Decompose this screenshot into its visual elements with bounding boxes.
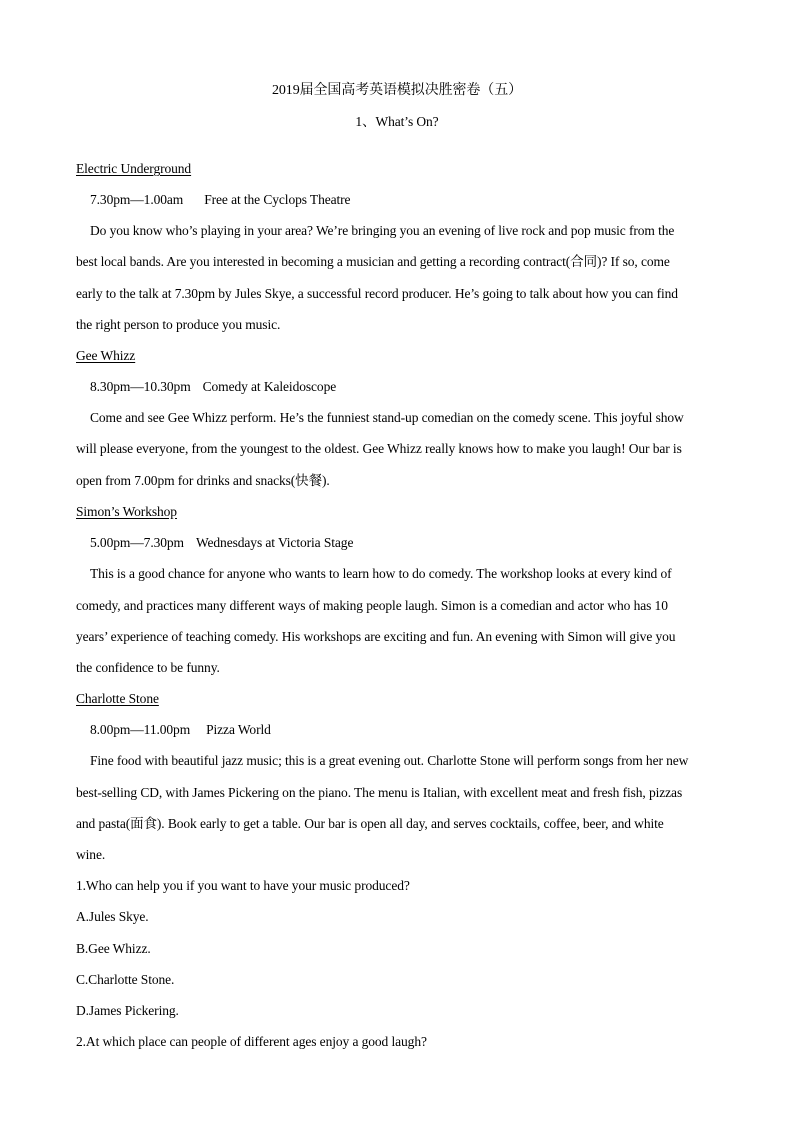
question-stem: 1.Who can help you if you want to have your music produced?	[76, 878, 410, 893]
paragraph-line: best local bands. Are you interested in becoming a musician and getting a recording contract(合同)? If so, come	[76, 254, 670, 269]
event-time-venue	[90, 378, 336, 396]
event-time-venue	[90, 191, 350, 209]
paragraph-line: This is a good chance for anyone who wants to learn how to do comedy. The workshop looks at every kind of	[90, 566, 672, 581]
passage-title: 1、What’s On?	[355, 114, 439, 129]
paragraph-line: comedy, and practices many different ways of making people laugh. Simon is a comedian and actor who has 10	[76, 598, 668, 613]
paragraph-line: and pasta(面食). Book early to get a table. Our bar is open all day, and serves cocktails, coffee, beer, and white	[76, 816, 664, 831]
paragraph-line: Fine food with beautiful jazz music; this is a great evening out. Charlotte Stone will perform songs from her new	[90, 753, 689, 768]
paragraph-line: best-selling CD, with James Pickering on the piano. The menu is Italian, with excellent meat and fresh fish, pizzas	[76, 785, 683, 800]
answer-option-d: D.James Pickering.	[76, 1003, 179, 1018]
page-title: 2019届全国高考英语模拟决胜密卷（五）	[272, 83, 522, 98]
section-heading: Gee Whizz	[76, 348, 136, 363]
answer-option-b: B.Gee Whizz.	[76, 941, 151, 956]
paragraph-line: will please everyone, from the youngest to the oldest. Gee Whizz really knows how to make you laugh! Our bar is	[76, 441, 682, 456]
event-time: 8.30pm—10.30pm	[90, 379, 191, 394]
paragraph-line: early to the talk at 7.30pm by Jules Skye, a successful record producer. He’s going to talk about how you can find	[76, 286, 678, 301]
paragraph-line: wine.	[76, 847, 106, 862]
answer-option-c: C.Charlotte Stone.	[76, 972, 175, 987]
event-venue: Wednesdays at Victoria Stage	[195, 535, 354, 550]
event-venue: Free at the Cyclops Theatre	[204, 192, 351, 207]
paragraph-line: the right person to produce you music.	[76, 317, 281, 332]
section-heading: Charlotte Stone	[76, 691, 159, 706]
paragraph-line: years’ experience of teaching comedy. His workshops are exciting and fun. An evening with Simon will give you	[76, 629, 676, 644]
event-time: 5.00pm—7.30pm	[90, 535, 184, 550]
section-heading: Electric Underground	[76, 161, 192, 176]
paragraph-line: Come and see Gee Whizz perform. He’s the funniest stand-up comedian on the comedy scene. This joyful show	[90, 410, 684, 425]
paragraph-line: the confidence to be funny.	[76, 660, 220, 675]
section-heading: Simon’s Workshop	[76, 504, 177, 519]
event-venue: Pizza World	[206, 722, 271, 737]
paragraph-line: open from 7.00pm for drinks and snacks(快餐).	[76, 473, 330, 488]
event-venue: Comedy at Kaleidoscope	[202, 379, 337, 394]
answer-option-a: A.Jules Skye.	[76, 909, 149, 924]
question-stem: 2.At which place can people of different ages enjoy a good laugh?	[76, 1034, 427, 1049]
event-time-venue	[90, 534, 353, 552]
event-time: 7.30pm—1.00am	[90, 192, 184, 207]
event-time: 8.00pm—11.00pm	[90, 722, 191, 737]
event-time-venue	[90, 721, 271, 739]
paragraph-line: Do you know who’s playing in your area? We’re bringing you an evening of live rock and pop music from the	[90, 223, 675, 238]
